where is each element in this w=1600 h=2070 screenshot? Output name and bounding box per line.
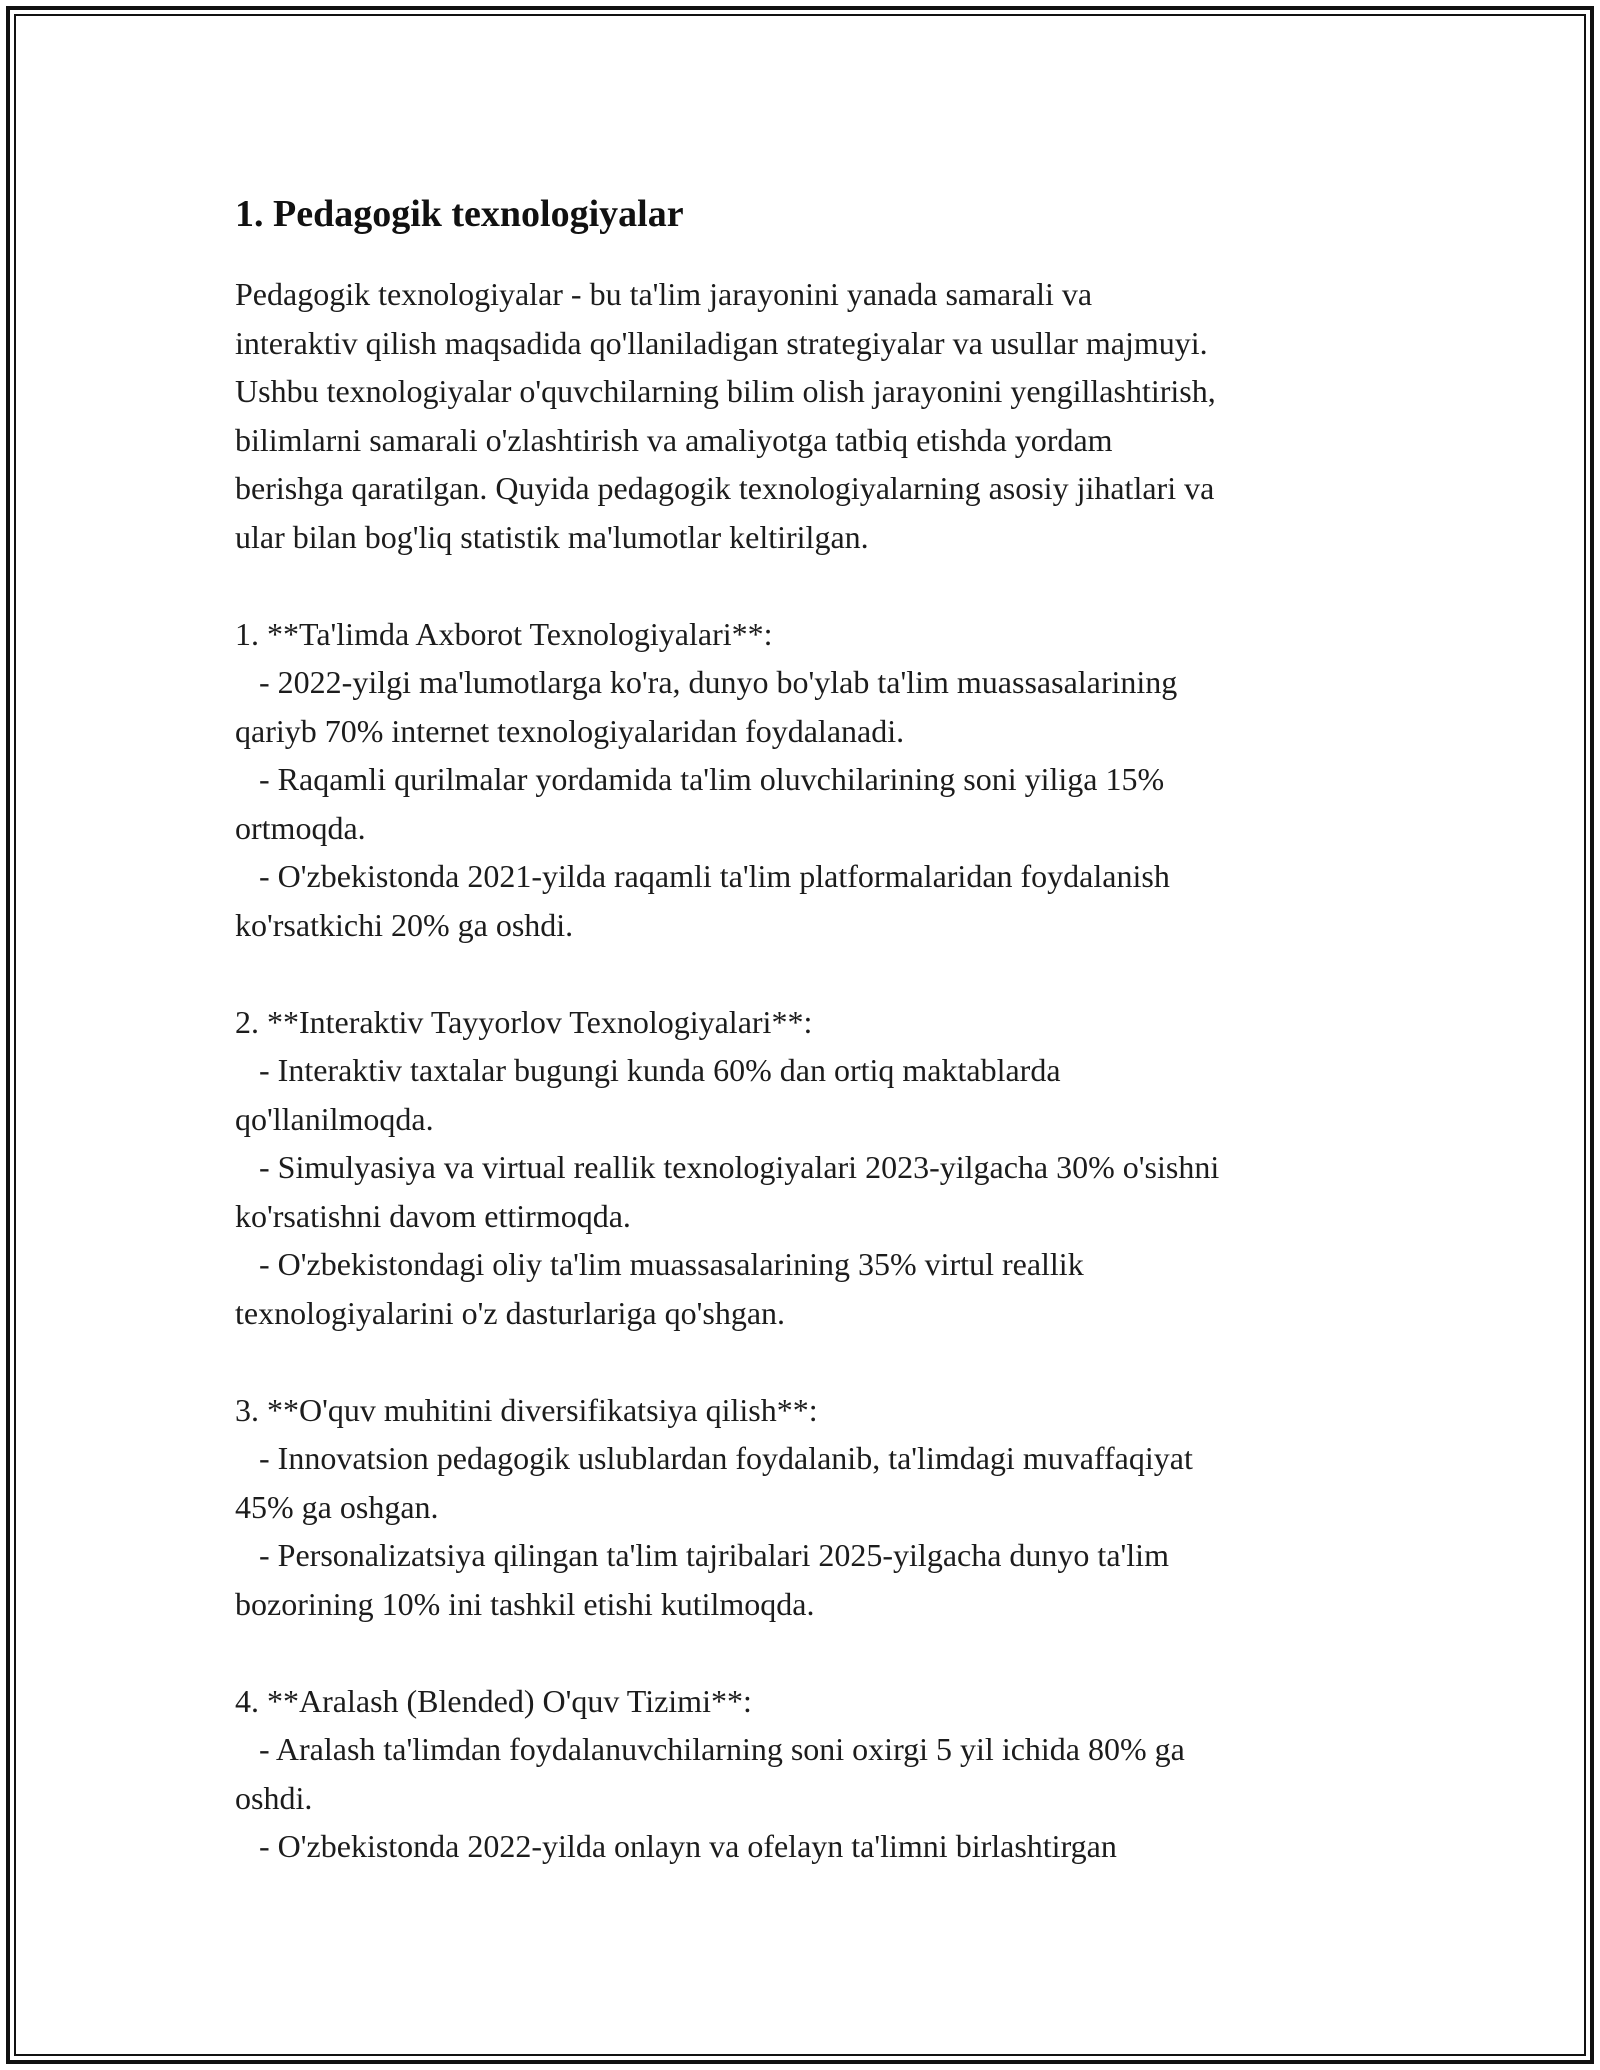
document-content [235, 186, 1370, 1871]
document-body: Pedagogik texnologiyalar - bu ta'lim jarayonini yanada samarali va interaktiv qilish maqsadida qo'llaniladigan strategiyalar va usullar majmuyi. Ushbu texnologiyalar o'quvchilarning bilim olish jarayonini yengillashtirish, bilimlarni samarali o'zlashtirish va amaliyotga tatbiq etishda yordam berishga qaratilgan. Quyida pedagogik texnologiyalarning asosiy jihatlari va ular bilan bog'liq statistik ma'lumotlar keltirilgan. 1. **Ta'limda Axborot Texnologiyalari**: - 2022-yilgi ma'lumotlarga ko'ra, dunyo bo'ylab ta'lim muassasalarining qariyb 70% internet texnologiyalaridan foydalanadi. - Raqamli qurilmalar yordamida ta'lim oluvchilarining soni yiliga 15% ortmoqda. - O'zbekistonda 2021-yilda raqamli ta'lim platformalaridan foydalanish ko'rsatkichi 20% ga oshdi. 2. **Interaktiv Tayyorlov Texnologiyalari**: - Interaktiv taxtalar bugungi kunda 60% dan ortiq maktablarda qo'llanilmoqda. - Simulyasiya va virtual reallik texnologiyalari 2023-yilgacha 30% o'sishni ko'rsatishni davom ettirmoqda. - O'zbekistondagi oliy ta'lim muassasalarining 35% virtul reallik texnologiyalarini o'z dasturlariga qo'shgan. 3. **O'quv muhitini diversifikatsiya qilish**: - Innovatsion pedagogik uslublardan foydalanib, ta'limdagi muvaffaqiyat 45% ga oshgan. - Personalizatsiya qilingan ta'lim tajribalari 2025-yilgacha dunyo ta'lim bozorining 10% ini tashkil etishi kutilmoqda. 4. **Aralash (Blended) O'quv Tizimi**: - Aralash ta'limdan foydalanuvchilarning soni oxirgi 5 yil ichida 80% ga oshdi. - O'zbekistonda 2022-yilda onlayn va ofelayn ta'limni birlashtirgan [235, 276, 1220, 1864]
document-title: 1. Pedagogik texnologiyalar [235, 193, 684, 235]
